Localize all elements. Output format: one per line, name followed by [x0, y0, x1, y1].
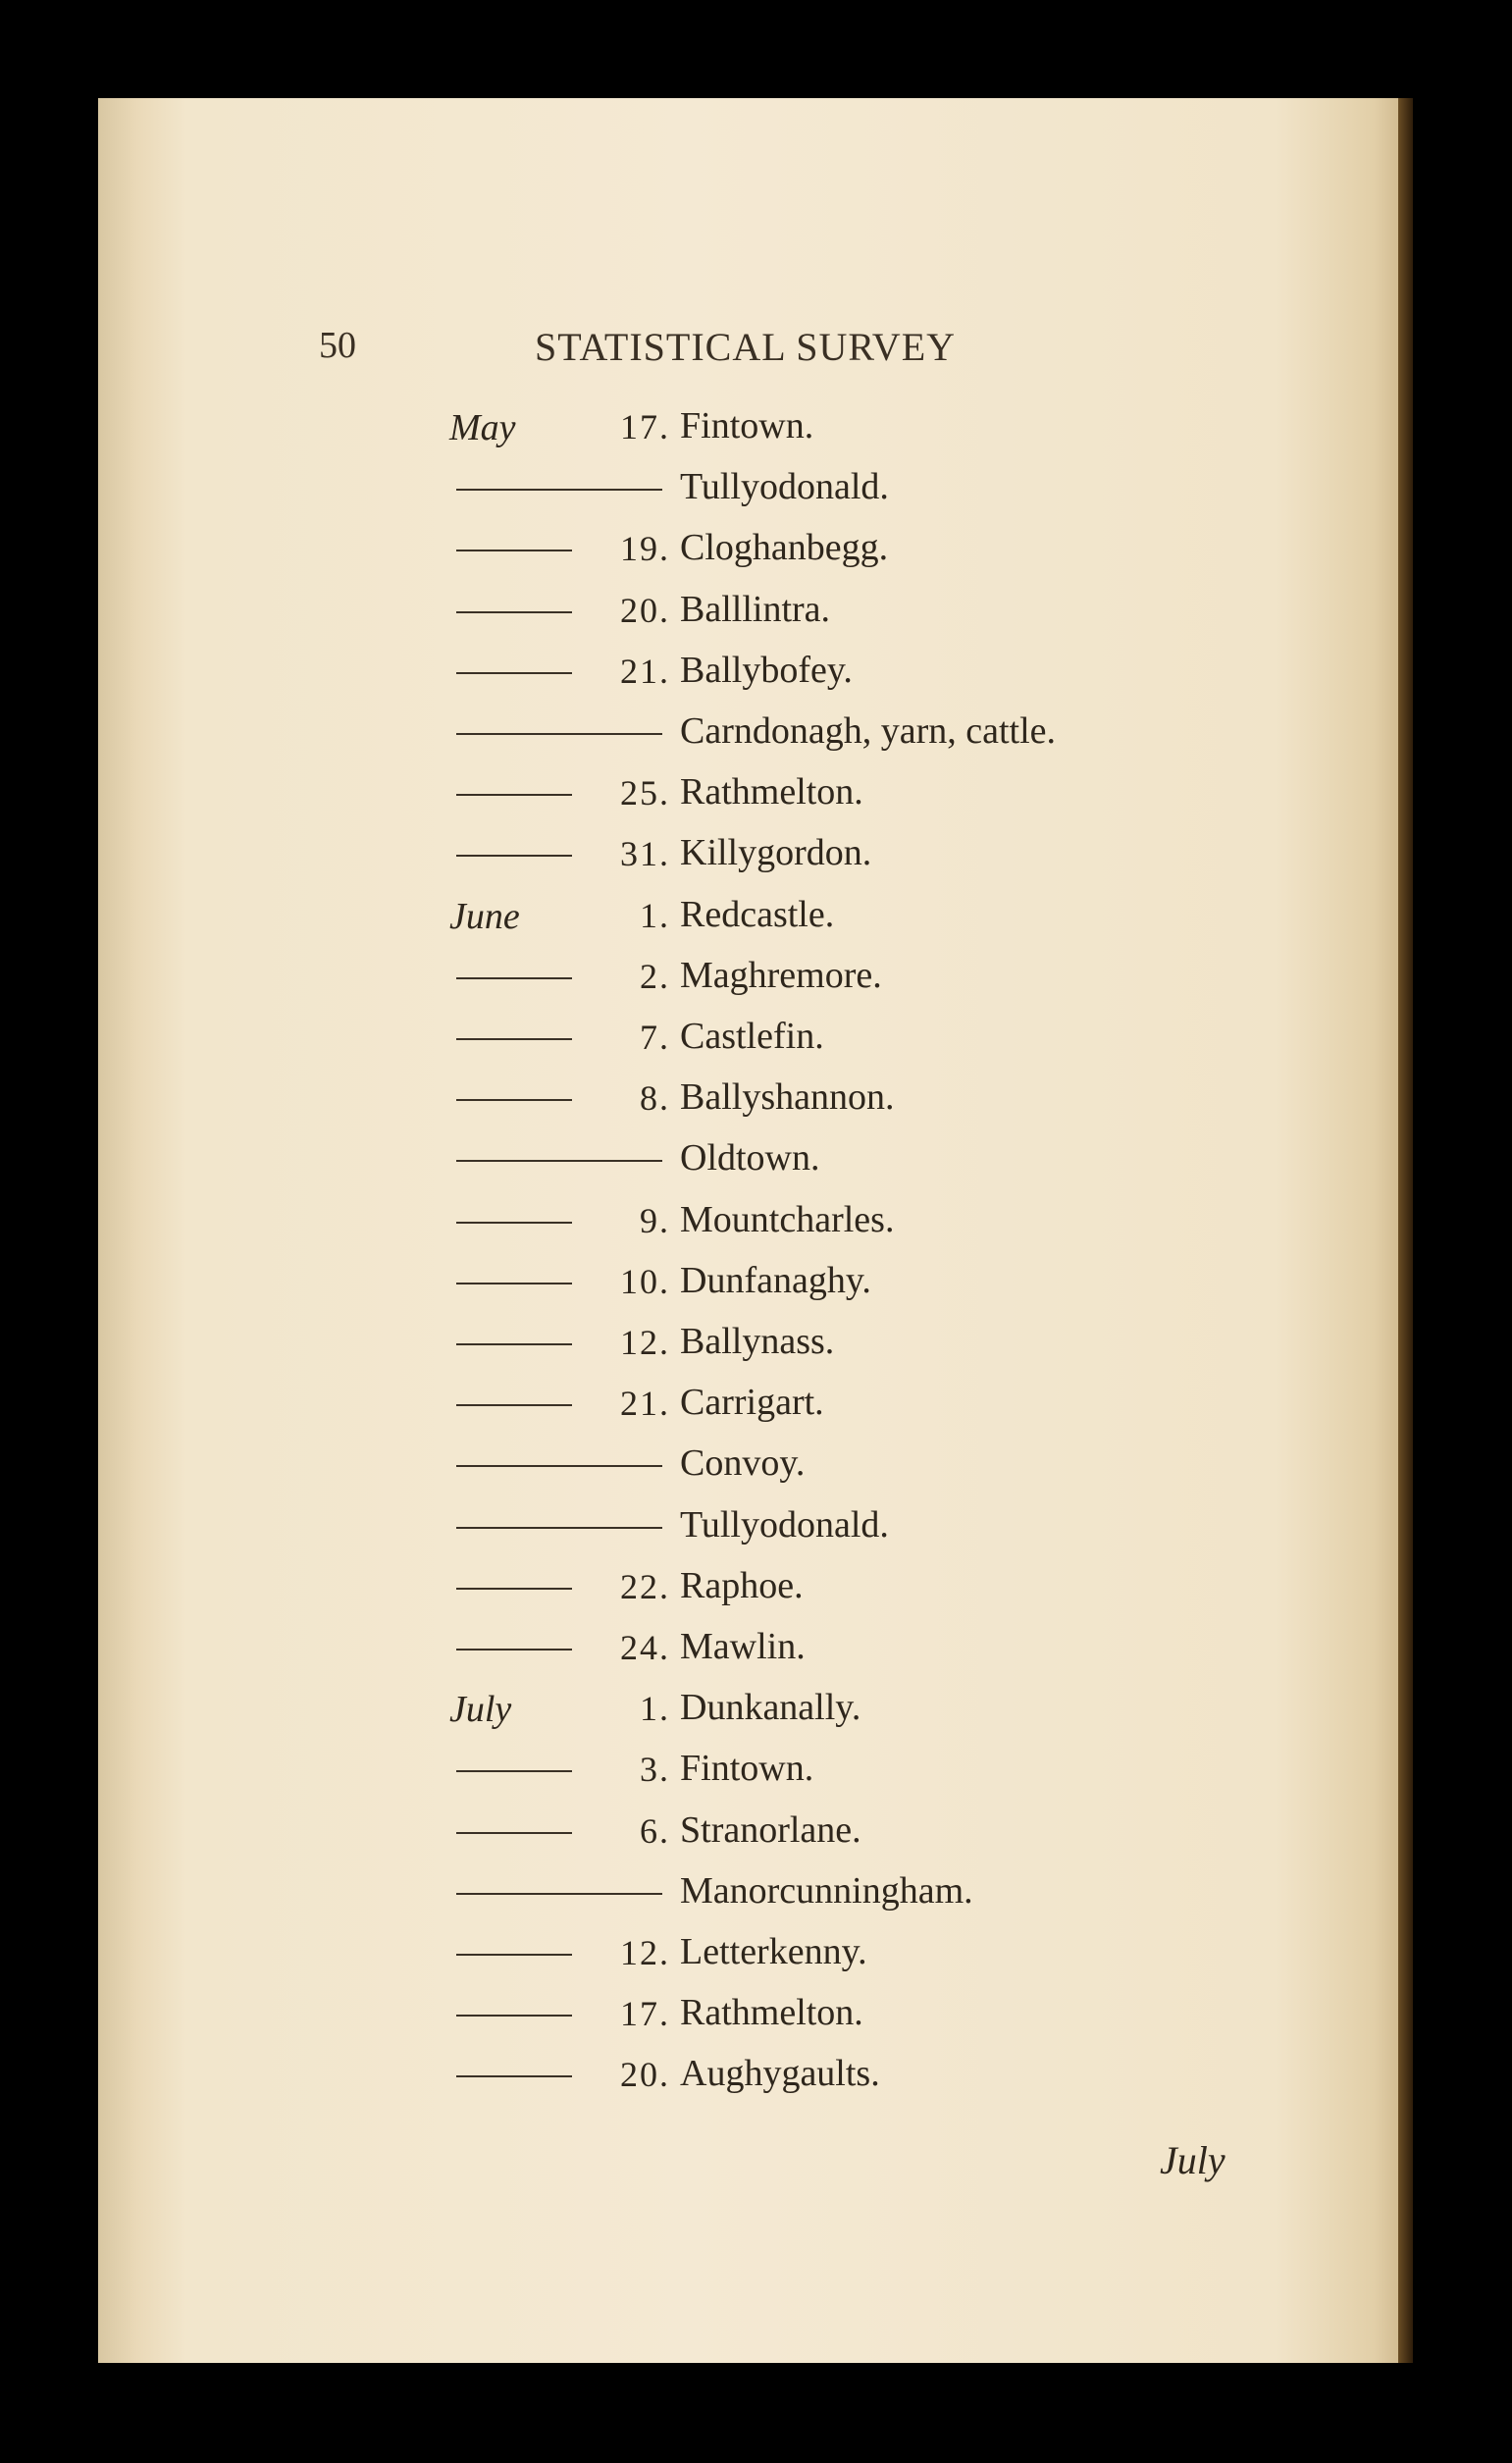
ditto-dash	[456, 1160, 662, 1162]
ditto-dash	[456, 1954, 572, 1956]
ditto-dash	[456, 672, 572, 674]
day-number: 20.	[620, 2055, 670, 2095]
list-item	[98, 1623, 1413, 1672]
day-number: 3.	[640, 1750, 670, 1790]
place-name: Raphoe.	[680, 1564, 804, 1606]
ditto-dash	[456, 794, 572, 796]
list-item	[98, 891, 1413, 940]
place-name: Mawlin.	[680, 1626, 806, 1667]
list-item	[98, 1196, 1413, 1245]
day-number: 31.	[620, 834, 670, 874]
place-name: Fintown.	[680, 1748, 814, 1790]
list-item	[98, 586, 1413, 635]
month-label: July	[449, 1689, 512, 1731]
ditto-dash	[456, 611, 572, 613]
list-item	[98, 952, 1413, 1001]
list-item	[98, 402, 1413, 451]
ditto-dash	[456, 977, 572, 979]
place-name: Letterkenny.	[680, 1931, 867, 1972]
page-number: 50	[319, 325, 356, 366]
day-number: 22.	[620, 1566, 670, 1606]
day-number: 1.	[640, 895, 670, 935]
list-item	[98, 1013, 1413, 1062]
ditto-dash	[456, 1283, 572, 1284]
ditto-dash	[456, 1099, 572, 1101]
day-number: 12.	[620, 1933, 670, 1972]
day-number: 7.	[640, 1018, 670, 1057]
list-item	[98, 524, 1413, 573]
day-number: 9.	[640, 1200, 670, 1240]
place-name: Ballyshannon.	[680, 1076, 895, 1119]
ditto-dash	[456, 2015, 572, 2017]
list-item	[98, 1379, 1413, 1428]
book-page	[98, 98, 1413, 2363]
day-number: 24.	[620, 1628, 670, 1667]
day-number: 17.	[620, 1994, 670, 2034]
list-item	[98, 1684, 1413, 1733]
day-number: 20.	[620, 590, 670, 630]
list-item	[98, 647, 1413, 696]
ditto-dash	[456, 855, 572, 857]
month-label: May	[449, 407, 516, 448]
day-number: 1.	[640, 1689, 670, 1729]
place-name: Carndonagh, yarn, cattle.	[680, 710, 1057, 752]
day-number: 21.	[620, 1384, 670, 1424]
place-name: Dunkanally.	[680, 1687, 861, 1729]
place-name: Balllintra.	[680, 588, 831, 630]
day-number: 6.	[640, 1810, 670, 1851]
list-item	[98, 1501, 1413, 1550]
place-name: Rathmelton.	[680, 1992, 863, 2034]
place-name: Castlefin.	[680, 1016, 824, 1057]
list-item	[98, 1257, 1413, 1306]
place-name: Cloghanbegg.	[680, 527, 889, 569]
list-item	[98, 1318, 1413, 1367]
list-item	[98, 1074, 1413, 1123]
ditto-dash	[456, 550, 572, 551]
ditto-dash	[456, 733, 662, 735]
list-item	[98, 1807, 1413, 1856]
ditto-dash	[456, 1465, 662, 1467]
ditto-dash	[456, 1832, 572, 1834]
ditto-dash	[456, 1893, 662, 1895]
ditto-dash	[456, 489, 662, 491]
page-header	[98, 324, 1413, 383]
list-item	[98, 768, 1413, 817]
ditto-dash	[456, 1770, 572, 1772]
list-item	[98, 1134, 1413, 1183]
place-name: Tullyodonald.	[680, 466, 889, 508]
ditto-dash	[456, 2075, 572, 2077]
place-name: Mountcharles.	[680, 1198, 895, 1240]
ditto-dash	[456, 1588, 572, 1590]
day-number: 10.	[620, 1261, 670, 1301]
place-name: Dunfanaghy.	[680, 1259, 871, 1301]
place-name: Ballybofey.	[680, 649, 853, 691]
place-name: Aughygaults.	[680, 2053, 880, 2095]
ditto-dash	[456, 1404, 572, 1406]
list-item	[98, 2050, 1413, 2099]
ditto-dash	[456, 1038, 572, 1040]
list-item	[98, 1989, 1413, 2038]
running-title: STATISTICAL SURVEY	[535, 325, 957, 369]
day-number: 21.	[620, 651, 670, 691]
ditto-dash	[456, 1343, 572, 1345]
list-item	[98, 707, 1413, 757]
place-name: Fintown.	[680, 405, 814, 446]
day-number: 12.	[620, 1323, 670, 1362]
list-item	[98, 1562, 1413, 1611]
ditto-dash	[456, 1222, 572, 1224]
list-item	[98, 829, 1413, 878]
month-label: June	[449, 895, 520, 937]
ditto-dash	[456, 1527, 662, 1529]
place-name: Maghremore.	[680, 954, 882, 996]
place-name: Rathmelton.	[680, 771, 863, 813]
day-number: 25.	[620, 773, 670, 813]
place-name: Oldtown.	[680, 1137, 820, 1179]
catchword: July	[1160, 2138, 1225, 2182]
ditto-dash	[456, 1649, 572, 1651]
list-item	[98, 463, 1413, 512]
place-name: Carrigart.	[680, 1382, 824, 1424]
list-item	[98, 1745, 1413, 1794]
day-number: 8.	[640, 1078, 670, 1119]
list-item	[98, 1928, 1413, 1977]
day-number: 2.	[640, 956, 670, 996]
place-name: Convoy.	[680, 1442, 806, 1485]
place-name: Ballynass.	[680, 1321, 835, 1362]
place-name: Killygordon.	[680, 832, 872, 874]
list-item	[98, 1440, 1413, 1489]
day-number: 19.	[620, 529, 670, 569]
place-name: Manorcunningham.	[680, 1869, 973, 1912]
list-item	[98, 1867, 1413, 1916]
place-name: Redcastle.	[680, 893, 835, 935]
day-number: 17.	[620, 407, 670, 446]
place-name: Tullyodonald.	[680, 1503, 889, 1546]
place-name: Stranorlane.	[680, 1808, 861, 1851]
